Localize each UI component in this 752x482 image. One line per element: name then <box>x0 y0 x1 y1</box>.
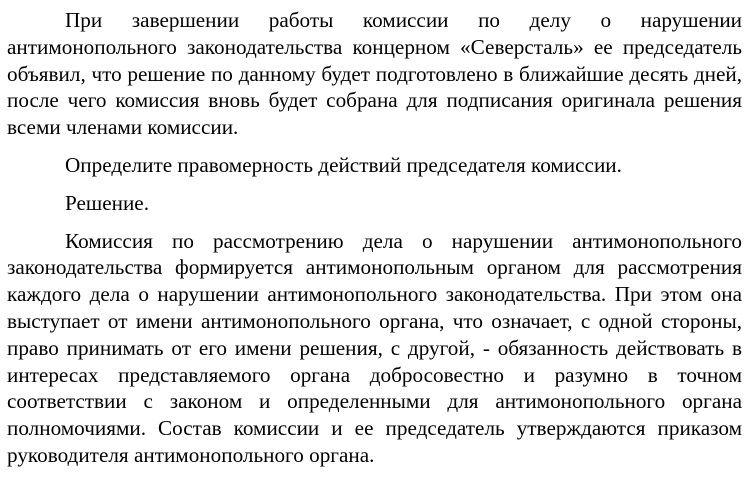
paragraph-solution-text: Комиссия по рассмотрению дела о нарушении антимонопольного законодательства формируется антимонопольным органом для рассмотрения каждого дела о нарушении антимонопольного законодательства. При этом она выступает от имени антимонопольного органа, что означает, с одной стороны, право принимать от его имени решения, с другой, - обязанность действовать в интересах представляемого органа добросовестно и разумно в точном соответствии с законом и определенными для антимонопольного органа полномочиями. Состав комиссии и ее председатель утверждаются приказом руководителя антимонопольного органа. <box>7 228 742 467</box>
paragraph-task: Определите правомерность действий председателя комиссии. <box>65 152 622 177</box>
document-page <box>7 7 742 469</box>
paragraph-solution-heading: Решение. <box>65 190 150 215</box>
paragraph-case-description: При завершении работы комиссии по делу о нарушении антимонопольного законодательства концерном «Северсталь» ее председатель объявил, что решение по данному будет подготовлено в ближайшие десять дней, после чего комиссия вновь будет собрана для подписания оригинала решения всеми членами комиссии. <box>7 8 742 140</box>
